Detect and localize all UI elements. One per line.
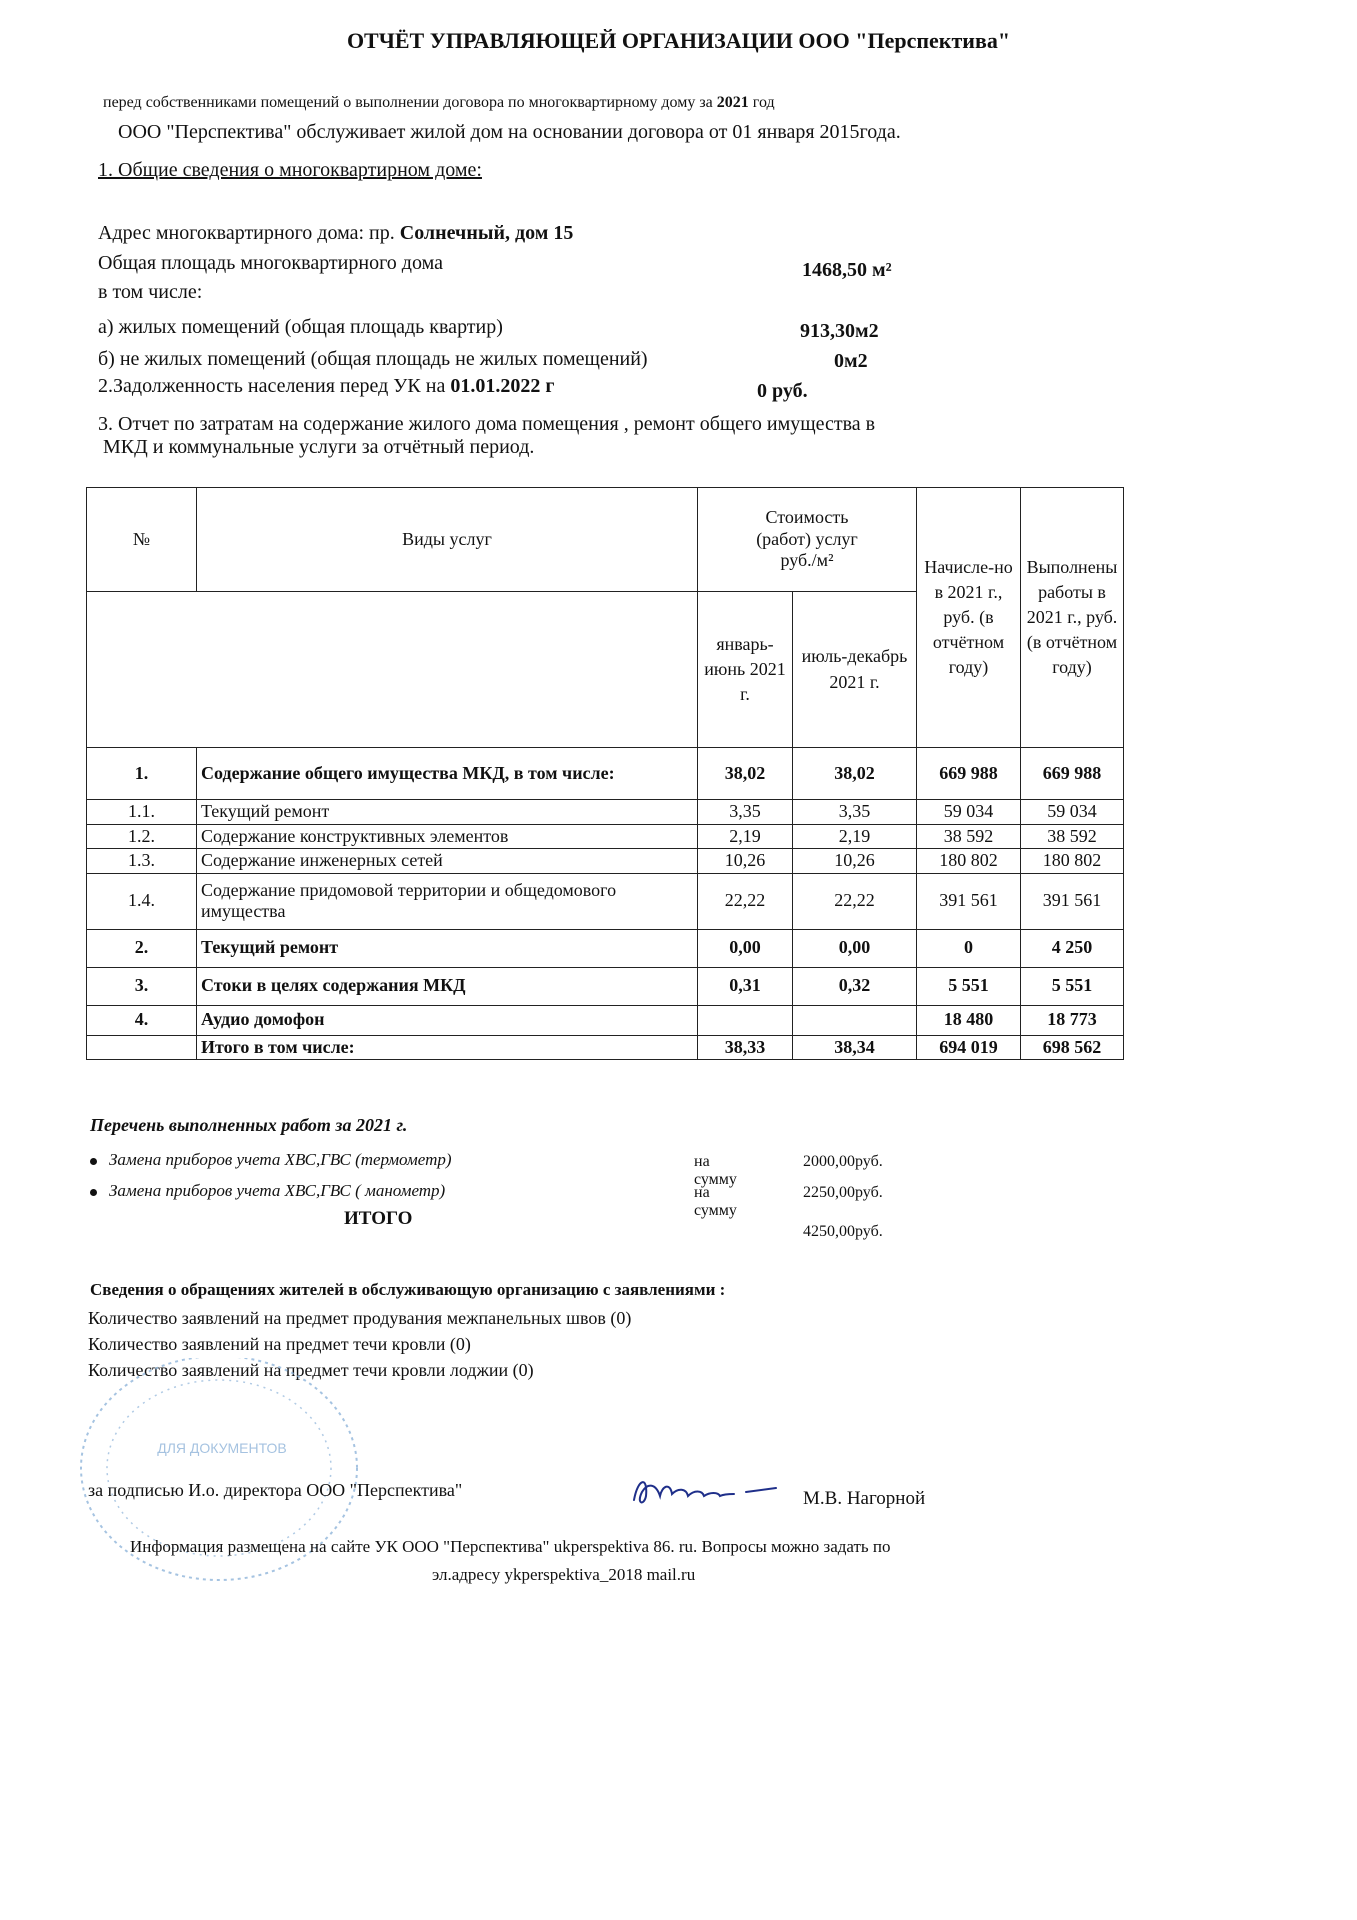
row-service-name: Текущий ремонт (197, 929, 698, 967)
row-number: 4. (87, 1005, 197, 1035)
footer-line2: эл.адресу ykperspektiva_2018 mail.ru (432, 1565, 696, 1584)
debt-date: 01.01.2022 г (450, 375, 555, 397)
header-blank-cell (87, 592, 698, 748)
row-charged: 5 551 (917, 967, 1021, 1005)
stamp-label: ДЛЯ ДОКУМЕНТОВ (157, 1440, 287, 1456)
row-charged: 391 561 (917, 873, 1021, 929)
work-sum-label: на сумму (694, 1184, 737, 1219)
row-service-name: Содержание придомовой территории и общедомового имущества (197, 873, 698, 929)
section3-line1: 3. Отчет по затратам на содержание жилого дома помещения , ремонт общего имущества в (98, 413, 876, 435)
contract-basis: ООО "Перспектива" обслуживает жилой дом на основании договора от 01 января 2015года. (118, 121, 901, 143)
header-service: Виды услуг (197, 488, 698, 592)
row-service-name: Итого в том числе: (197, 1035, 698, 1060)
section3-line2: МКД и коммунальные услуги за отчётный период. (103, 436, 535, 458)
nonresidential-label: б) не жилых помещений (общая площадь не жилых помещений) (98, 348, 648, 370)
cost-report-table (86, 487, 1124, 1060)
row-done: 180 802 (1021, 849, 1124, 874)
row-cost-half1: 22,22 (698, 873, 793, 929)
work-sum: 2000,00руб. (803, 1153, 883, 1170)
work-sum-label: на сумму (694, 1153, 737, 1188)
row-service-name: Текущий ремонт (197, 800, 698, 825)
organization-stamp (74, 1358, 364, 1598)
footer-line1: Информация размещена на сайте УК ООО "Перспектива" ukperspektiva 86. ru. Вопросы можно задать по (130, 1537, 891, 1556)
signature-label: за подписью И.о. директора ООО "Перспектива" (88, 1480, 463, 1500)
header-cost: Стоимость (работ) услуг руб./м² (698, 488, 917, 592)
row-done: 59 034 (1021, 800, 1124, 825)
address-label: Адрес многоквартирного дома: пр. (98, 222, 395, 244)
row-cost-half2: 2,19 (793, 824, 917, 849)
works-heading: Перечень выполненных работ за 2021 г. (90, 1115, 408, 1135)
complaint-item: Количество заявлений на предмет течи кровли (0) (88, 1334, 471, 1354)
debt-value: 0 руб. (757, 380, 808, 402)
table-body (87, 748, 1124, 1060)
row-done: 391 561 (1021, 873, 1124, 929)
row-cost-half1: 2,19 (698, 824, 793, 849)
row-service-name: Стоки в целях содержания МКД (197, 967, 698, 1005)
row-done: 698 562 (1021, 1035, 1124, 1060)
signature-icon (626, 1466, 796, 1516)
table-row (87, 1005, 1124, 1035)
row-charged: 669 988 (917, 748, 1021, 800)
table-row (87, 748, 1124, 800)
report-subtitle (103, 94, 775, 112)
bullet-icon (90, 1158, 97, 1165)
work-name: Замена приборов учета ХВС,ГВС ( манометр) (109, 1181, 446, 1200)
subtitle-year: 2021 (716, 94, 749, 111)
row-cost-half2: 22,22 (793, 873, 917, 929)
table-row (87, 1035, 1124, 1060)
including-label: в том числе: (98, 281, 203, 303)
row-charged: 38 592 (917, 824, 1021, 849)
row-charged: 694 019 (917, 1035, 1021, 1060)
complaint-item: Количество заявлений на предмет течи кровли лоджии (0) (88, 1360, 534, 1380)
work-item (90, 1150, 883, 1188)
row-cost-half1: 0,00 (698, 929, 793, 967)
row-cost-half2: 0,32 (793, 967, 917, 1005)
row-number (87, 1035, 197, 1060)
address-row (98, 222, 573, 245)
header-half2: июль-декабрь 2021 г. (793, 592, 917, 748)
row-charged: 59 034 (917, 800, 1021, 825)
work-name: Замена приборов учета ХВС,ГВС (термометр) (109, 1150, 452, 1169)
area-value: 1468,50 м² (802, 259, 892, 281)
row-charged: 0 (917, 929, 1021, 967)
table-row (87, 849, 1124, 874)
row-service-name: Содержание конструктивных элементов (197, 824, 698, 849)
row-cost-half2: 10,26 (793, 849, 917, 874)
row-cost-half1: 10,26 (698, 849, 793, 874)
subtitle-suffix: год (752, 94, 775, 111)
row-cost-half1: 38,02 (698, 748, 793, 800)
header-half1: январь-июнь 2021 г. (698, 592, 793, 748)
debt-row (98, 375, 554, 398)
row-cost-half2: 0,00 (793, 929, 917, 967)
works-total-label: ИТОГО (344, 1208, 413, 1229)
row-cost-half1 (698, 1005, 793, 1035)
row-number: 3. (87, 967, 197, 1005)
row-service-name: Аудио домофон (197, 1005, 698, 1035)
row-cost-half2 (793, 1005, 917, 1035)
row-cost-half1: 38,33 (698, 1035, 793, 1060)
row-number: 1.3. (87, 849, 197, 874)
bullet-icon (90, 1189, 97, 1196)
table-row (87, 824, 1124, 849)
row-cost-half1: 3,35 (698, 800, 793, 825)
subtitle-text: перед собственниками помещений о выполнении договора по многоквартирному дому за (103, 94, 713, 111)
table-row (87, 873, 1124, 929)
table-row (87, 800, 1124, 825)
row-done: 5 551 (1021, 967, 1124, 1005)
row-number: 2. (87, 929, 197, 967)
address-value: Солнечный, дом 15 (399, 222, 574, 244)
row-number: 1.1. (87, 800, 197, 825)
works-total-value: 4250,00руб. (803, 1223, 883, 1240)
row-service-name: Содержание инженерных сетей (197, 849, 698, 874)
row-cost-half2: 3,35 (793, 800, 917, 825)
row-cost-half2: 38,02 (793, 748, 917, 800)
area-label: Общая площадь многоквартирного дома (98, 252, 443, 274)
table-row (87, 929, 1124, 967)
work-sum: 2250,00руб. (803, 1184, 883, 1201)
signatory-name: М.В. Нагорной (803, 1488, 926, 1509)
complaint-item: Количество заявлений на предмет продувания межпанельных швов (0) (88, 1308, 632, 1328)
row-cost-half1: 0,31 (698, 967, 793, 1005)
row-cost-half2: 38,34 (793, 1035, 917, 1060)
table-row (87, 967, 1124, 1005)
header-charged: Начисле-но в 2021 г., руб. (в отчётном году) (917, 488, 1021, 748)
nonresidential-value: 0м2 (834, 350, 868, 372)
debt-label: 2.Задолженность населения перед УК на (98, 375, 446, 397)
residential-value: 913,30м2 (800, 320, 879, 342)
row-charged: 180 802 (917, 849, 1021, 874)
complaints-heading: Сведения о обращениях жителей в обслуживающую организацию с заявлениями : (90, 1280, 726, 1299)
row-done: 4 250 (1021, 929, 1124, 967)
row-charged: 18 480 (917, 1005, 1021, 1035)
report-title: ОТЧЁТ УПРАВЛЯЮЩЕЙ ОРГАНИЗАЦИИ ООО "Перспектива" (346, 28, 1011, 53)
row-done: 18 773 (1021, 1005, 1124, 1035)
row-number: 1.2. (87, 824, 197, 849)
section1-heading: 1. Общие сведения о многоквартирном доме: (98, 159, 482, 181)
row-done: 669 988 (1021, 748, 1124, 800)
row-done: 38 592 (1021, 824, 1124, 849)
row-number: 1. (87, 748, 197, 800)
header-num: № (87, 488, 197, 592)
residential-label: а) жилых помещений (общая площадь квартир) (98, 316, 503, 338)
row-service-name: Содержание общего имущества МКД, в том числе: (197, 748, 698, 800)
header-done: Выполнены работы в 2021 г., руб. (в отчётном году) (1021, 488, 1124, 748)
row-number: 1.4. (87, 873, 197, 929)
